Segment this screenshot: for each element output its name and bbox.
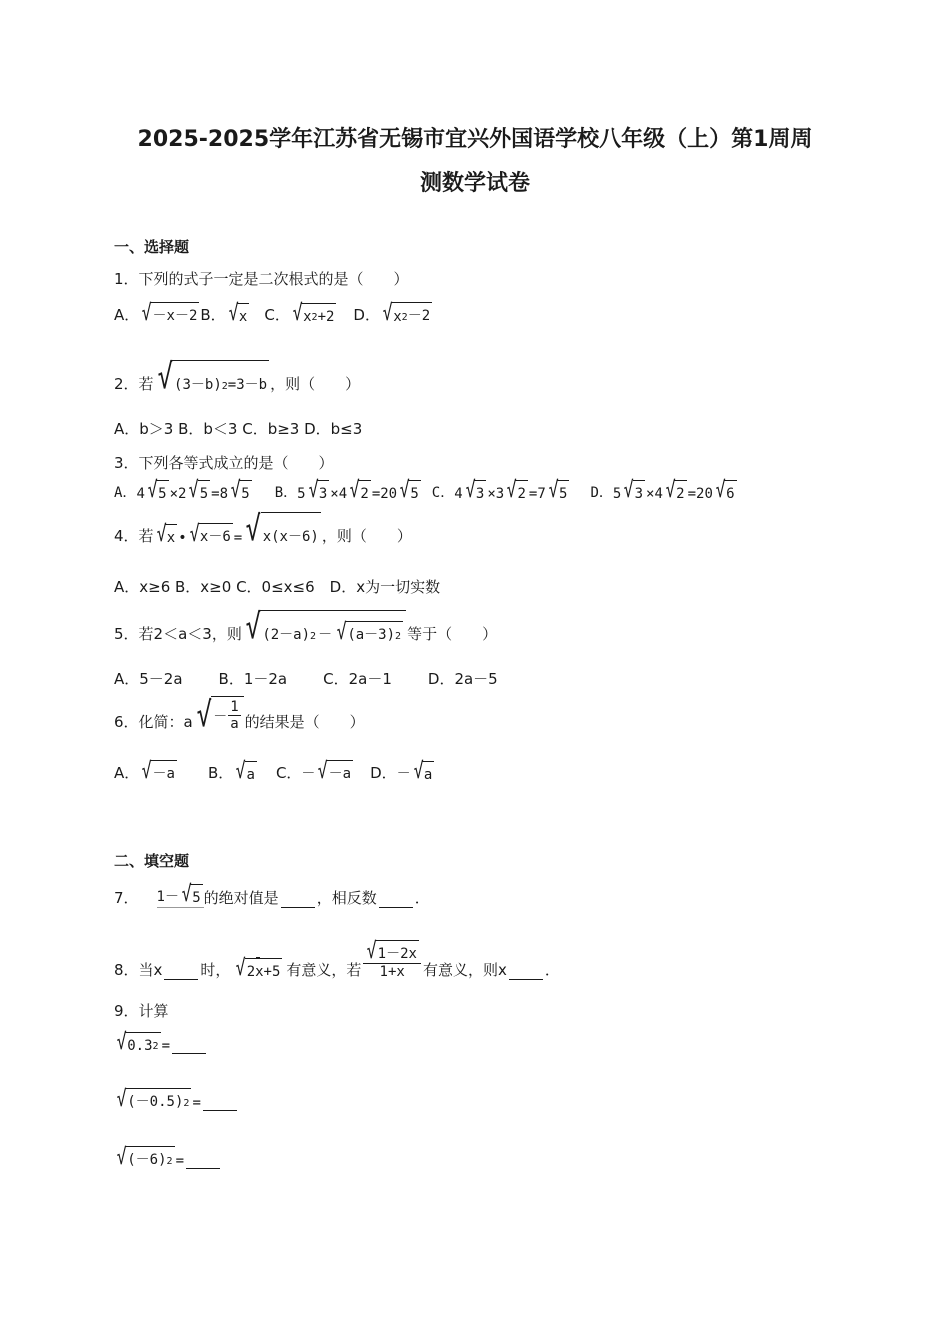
title-line-2: 测数学试卷	[419, 171, 530, 196]
question-4-options: A．x≥6 B．x≥0 C．0≤x≤6 D．x为一切实数	[114, 578, 441, 596]
question-7: 7． 1－ √ 5 的绝对值是 ，相反数 ．	[114, 882, 430, 907]
answer-blank[interactable]	[172, 1039, 206, 1054]
question-9-stem: 9．计算	[114, 1002, 169, 1020]
sqrt-expression: √ x(x－6)	[245, 509, 319, 549]
section-fill: 二、填空题	[114, 852, 190, 870]
question-4-stem: 4．若 √ x • √ x－6 = √ x(x－6) ，则（ ）	[114, 509, 412, 549]
question-1-stem: 1．下列的式子一定是二次根式的是（ ）	[114, 270, 409, 288]
question-5-stem: 5．若2＜a＜3，则 √ (2－a) $^2$ － √ (a－3) $^2$ 等于（ ）	[114, 607, 498, 647]
answer-blank[interactable]	[186, 1154, 220, 1169]
question-6-options: A． √ －a B． √ a C． － √ －a D． － √ a	[114, 759, 433, 784]
question-2-stem: 2．若 √ (3－b) $^2$ =3－b ，则（ ）	[114, 357, 361, 397]
answer-blank[interactable]	[164, 965, 198, 980]
option-label-c: C．	[264, 306, 290, 324]
exam-title	[60, 118, 890, 206]
option-label-a: A．	[114, 306, 140, 324]
section-choice: 一、选择题	[114, 238, 190, 256]
question-2-options: A．b＞3 B．b＜3 C．b≥3 D．b≤3	[114, 420, 363, 438]
sqrt-expression: √ x $^2$ +2	[292, 301, 335, 326]
question-9-expression-1: √ 0.3 $^2$ =	[114, 1032, 208, 1054]
title-line-1: 2025-2025学年江苏省无锡市宜兴外国语学校八年级（上）第1周周	[137, 127, 813, 152]
question-9-expression-3: √ (－6) $^2$ =	[114, 1146, 222, 1169]
sqrt-expression: √ (2－a) $^2$ － √ (a－3) $^2$	[243, 610, 406, 644]
sqrt-expression: √ x	[156, 522, 176, 547]
sqrt-fraction: √ 1－2x 1+x	[362, 940, 422, 980]
sqrt-expression: √ －x－2	[141, 301, 198, 326]
sqrt-expression: √ x	[228, 301, 248, 326]
sqrt-expression: √ x $^2$ －2	[382, 301, 431, 326]
question-1-options	[114, 302, 433, 325]
option-label-b: B．	[200, 306, 226, 324]
question-5-options: A．5－2a B．1－2a C．2a－1 D．2a－5	[114, 670, 498, 688]
question-3-options: A． 4 √ 5 × 2 √ 5 = 8 √ 5 B． 5 √ 3 × 4 √ 2 = 20 √ 5 C． 4 √ 3 × 3 √ 2 = 7 √ 5 D． 5 √ 3 × 4 √ 2 = 20 √ 6	[114, 478, 735, 503]
fraction-expression: √ 2x+5	[231, 943, 285, 980]
question-6-stem: 6．化简：a √ － $\frac{1}{a}$ 的结果是（ ）	[114, 695, 365, 735]
sqrt-expression: √ (3－b) $^2$ =3－b	[157, 357, 268, 397]
answer-blank[interactable]	[281, 893, 315, 908]
answer-blank[interactable]	[509, 965, 543, 980]
question-8: 8．当x 时， √ 2x+5 有意义，若 √ 1－2x 1+x 有意义，则x ．	[114, 939, 560, 981]
answer-blank[interactable]	[203, 1096, 237, 1111]
question-9-expression-2: √ (－0.5) $^2$ =	[114, 1088, 239, 1111]
option-label-d: D．	[353, 306, 380, 324]
sqrt-fraction: √ － $\frac{1}{a}$	[194, 696, 244, 732]
question-3-stem: 3．下列各等式成立的是（ ）	[114, 454, 334, 472]
sqrt-expression: √ x－6	[189, 522, 231, 547]
answer-blank[interactable]	[379, 893, 413, 908]
